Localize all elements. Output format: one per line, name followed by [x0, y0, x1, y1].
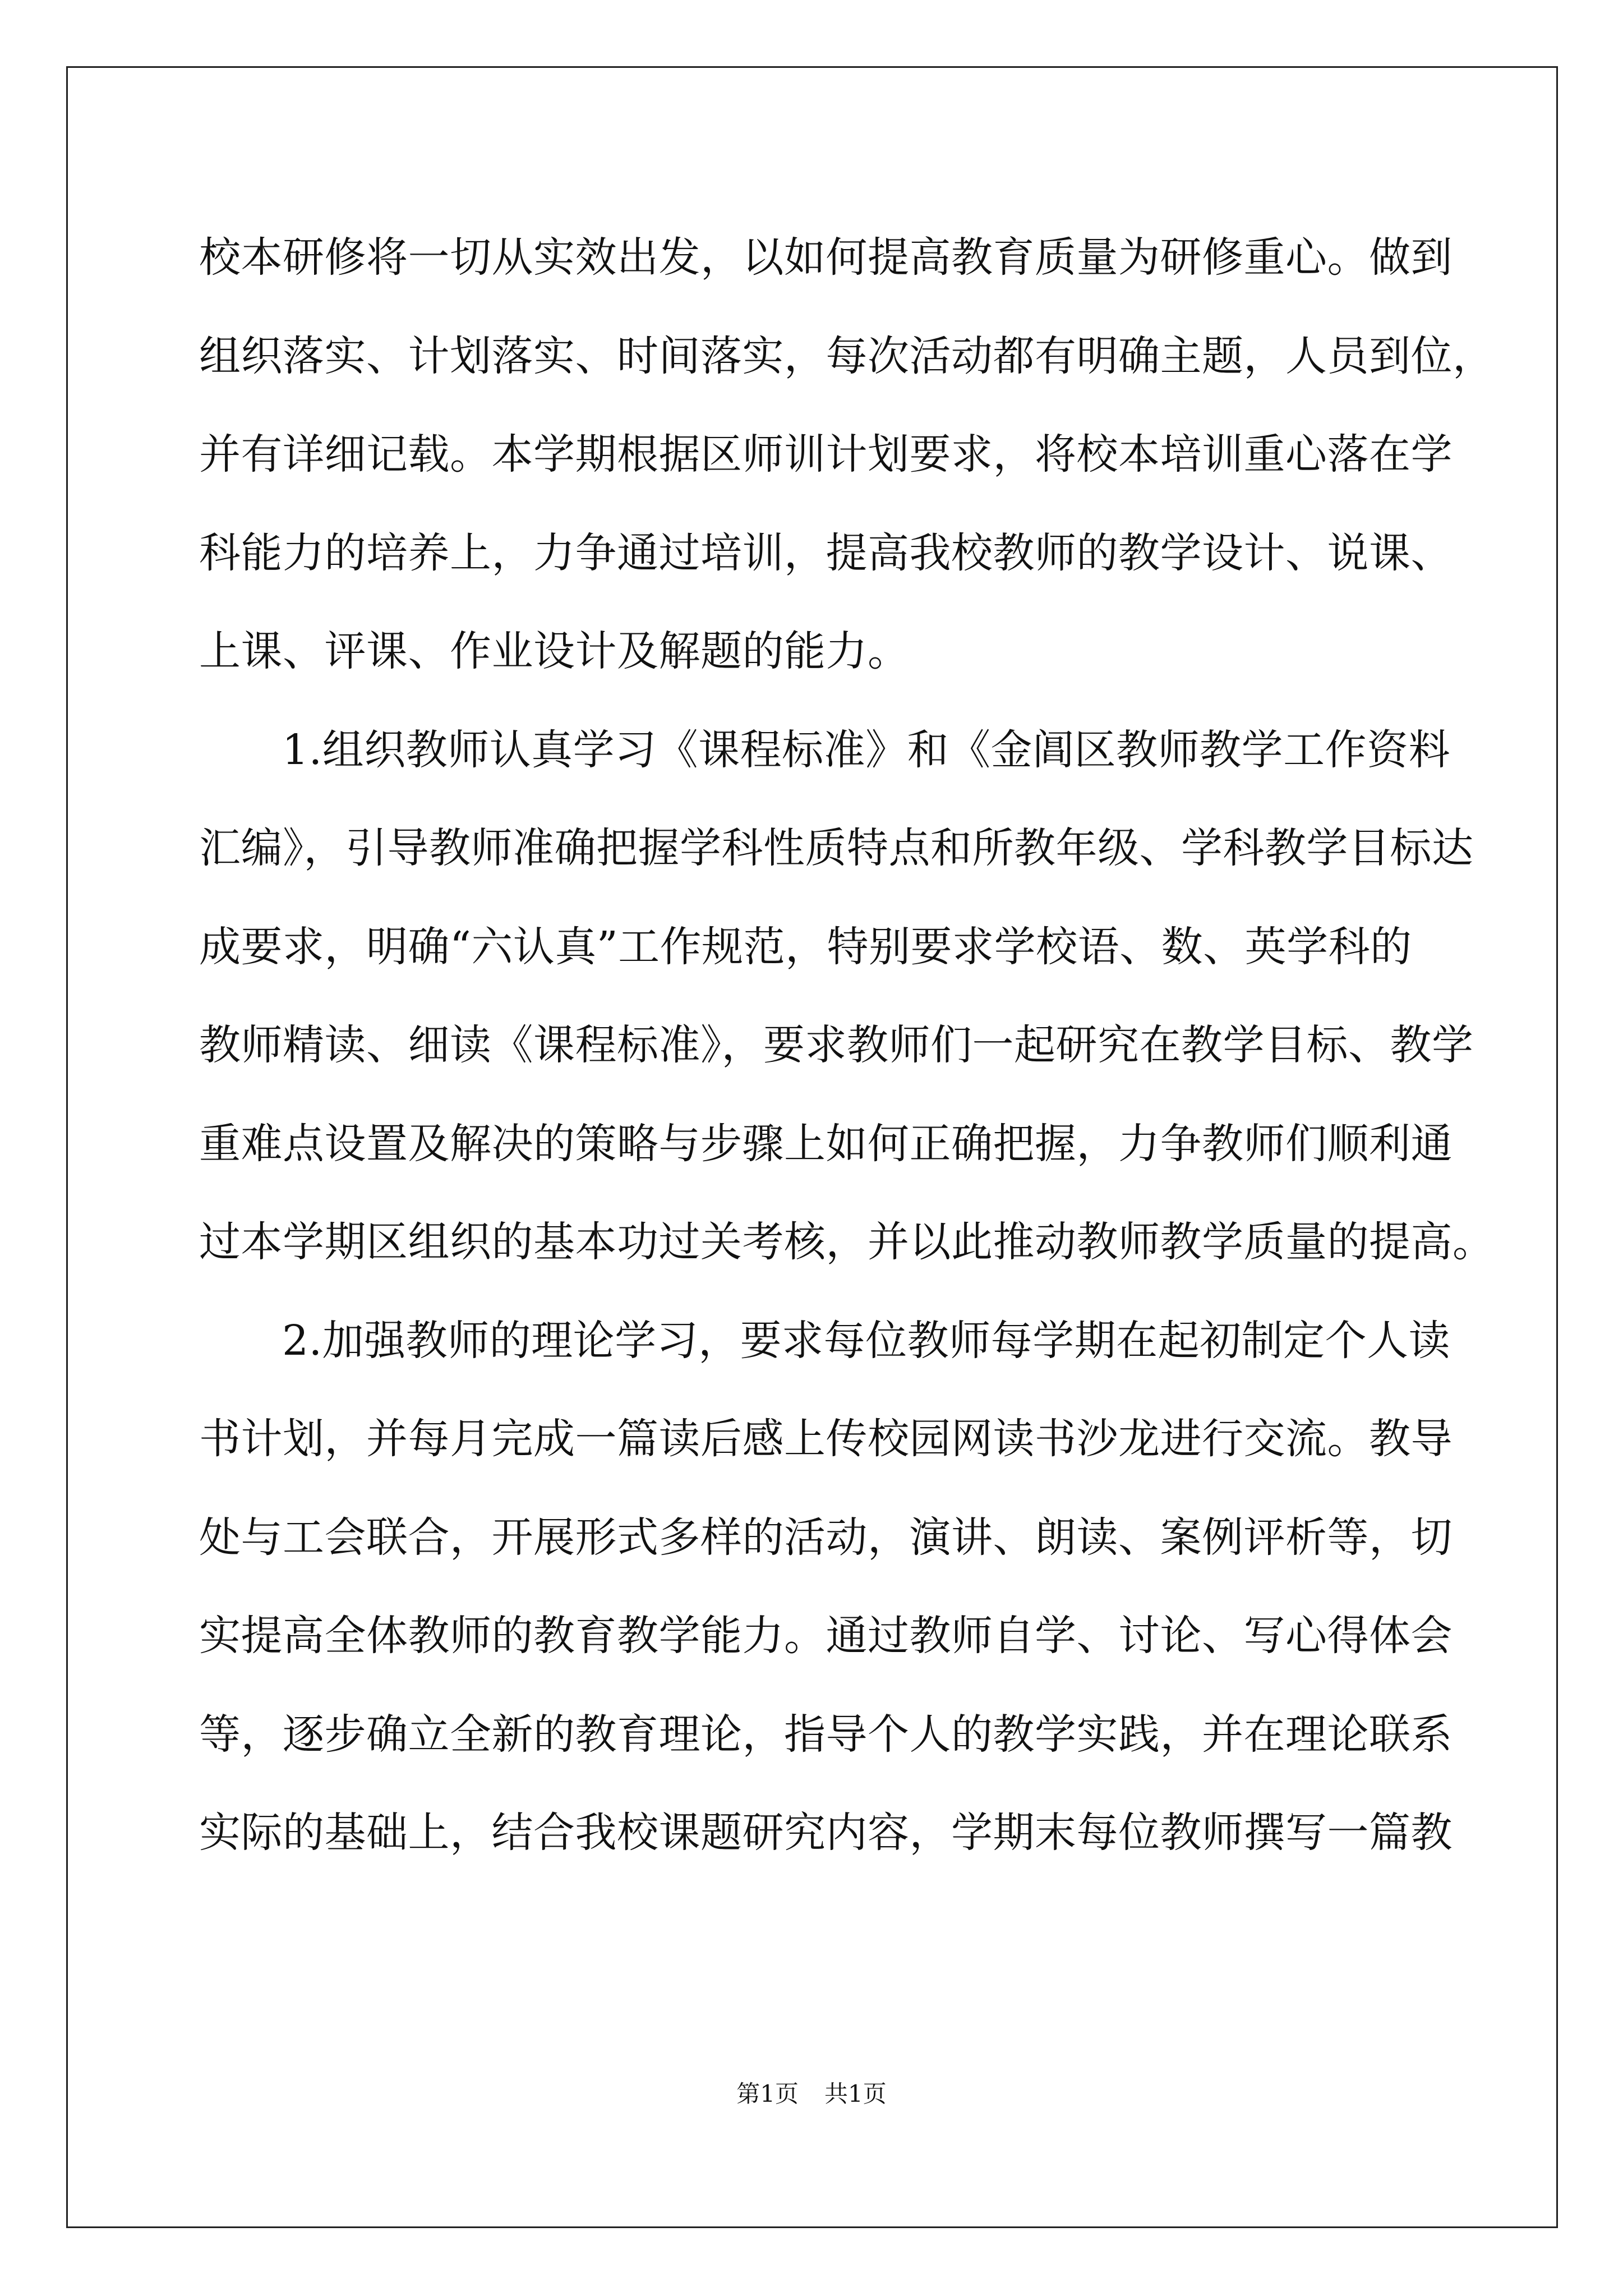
text-line: 校本研修将一切从实效出发，以如何提高教育质量为研修重心。做到 — [199, 233, 1453, 282]
text-line: 等，逐步确立全新的教育理论，指导个人的教学实践，并在理论联系 — [199, 1710, 1453, 1759]
text-line: 实际的基础上，结合我校课题研究内容，学期末每位教师撰写一篇教 — [199, 1809, 1453, 1857]
text-line: 成要求，明确“六认真”工作规范，特别要求学校语、数、英学科的 — [199, 922, 1412, 971]
page-footer — [0, 2076, 1623, 2109]
text-line: 并有详细记载。本学期根据区师训计划要求，将校本培训重心落在学 — [199, 430, 1453, 478]
text-line: 教师精读、细读《课程标准》，要求教师们一起研究在教学目标、教学 — [199, 1021, 1474, 1069]
text-line: 书计划，并每月完成一篇读后感上传校园网读书沙龙进行交流。教导 — [199, 1415, 1453, 1463]
text-line: 1.组织教师认真学习《课程标准》和《金阊区教师教学工作资料 — [282, 725, 1451, 774]
text-line: 上课、评课、作业设计及解题的能力。 — [199, 627, 910, 675]
text-line: 汇编》，引导教师准确把握学科性质特点和所教年级、学科教学目标达 — [199, 824, 1474, 872]
text-line: 重难点设置及解决的策略与步骤上如何正确把握，力争教师们顺利通 — [199, 1119, 1453, 1168]
page-number-total: 共1页 — [824, 2080, 887, 2108]
document-body — [199, 209, 1495, 1883]
text-line: 处与工会联合，开展形式多样的活动，演讲、朗读、案例评析等，切 — [199, 1513, 1453, 1562]
text-line: 过本学期区组织的基本功过关考核，并以此推动教师教学质量的提高。 — [199, 1218, 1495, 1266]
text-line: 实提高全体教师的教育教学能力。通过教师自学、讨论、写心得体会 — [199, 1612, 1453, 1660]
text-line: 组织落实、计划落实、时间落实，每次活动都有明确主题，人员到位， — [199, 332, 1495, 380]
page-number-current: 第1页 — [736, 2080, 799, 2108]
text-line: 2.加强教师的理论学习，要求每位教师每学期在起初制定个人读 — [282, 1316, 1451, 1365]
text-line: 科能力的培养上，力争通过培训，提高我校教师的教学设计、说课、 — [199, 528, 1453, 577]
